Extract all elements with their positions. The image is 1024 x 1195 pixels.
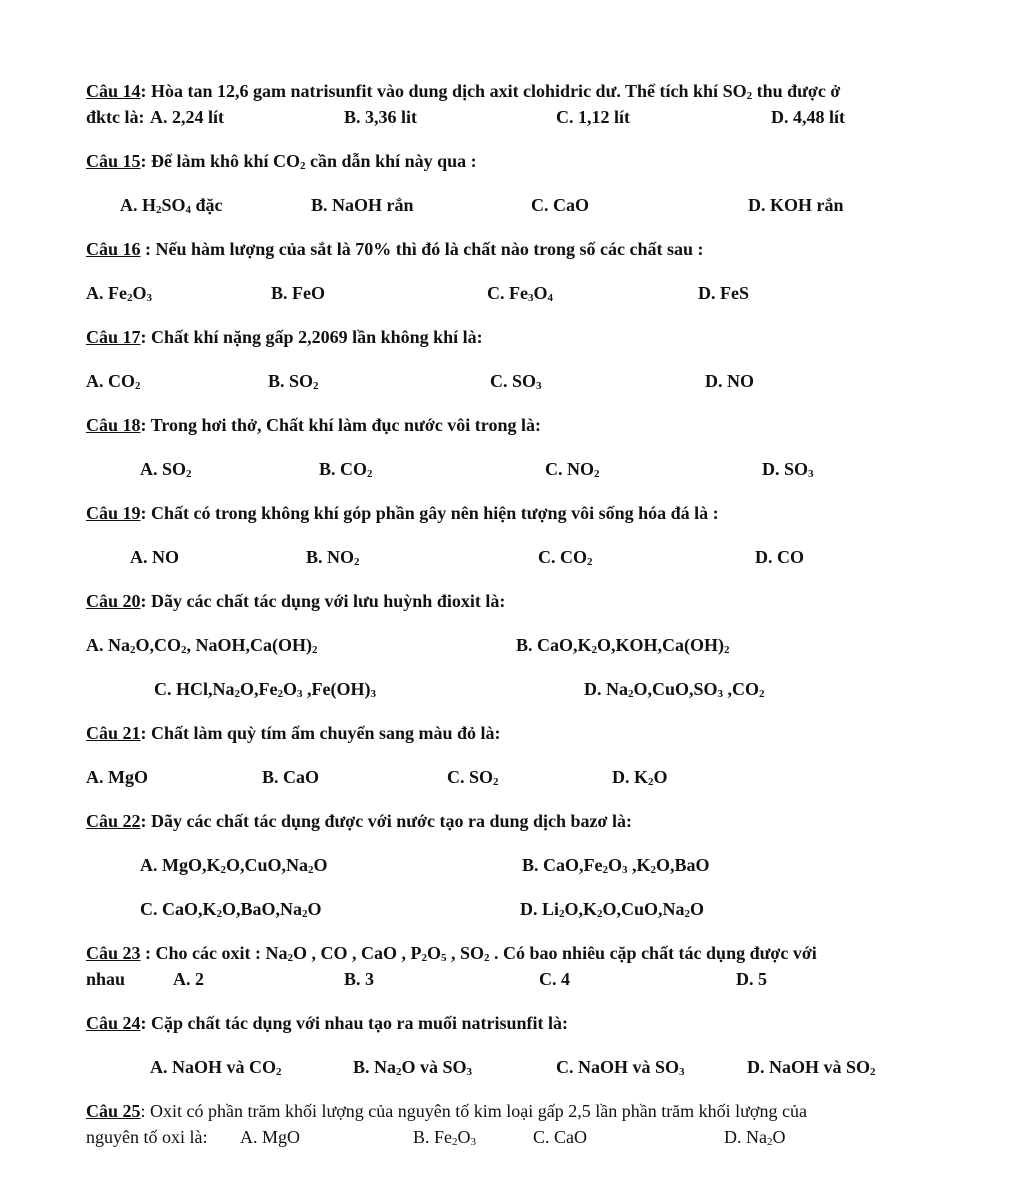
question-16: Câu 16 : Nếu hàm lượng của sắt là 70% thì đó là chất nào trong số các chất sau :	[86, 239, 704, 259]
question-23-options	[0, 966, 1024, 992]
option-c: C. CaO	[533, 1127, 587, 1147]
option-a: A. $Na_2O,CO_2$, $NaOH,Ca(OH)_2$	[86, 635, 318, 656]
option-c: C. $NO_2$	[545, 459, 600, 480]
question-14-stem: Câu 14: Hòa tan 12,6 gam natrisunfit vào dung dịch axit clohidric dư. Thể tích khí $SO_2$ thu được ở	[86, 81, 841, 102]
option-d: D. $SO_3$	[762, 459, 814, 480]
option-a: A. MgO	[86, 767, 148, 787]
question-number: Câu 23	[86, 943, 141, 963]
question-number: Câu 24	[86, 1013, 141, 1033]
question-number: Câu 25	[86, 1101, 141, 1121]
option-d: D. 4,48 lít	[771, 107, 845, 127]
question-25-options	[0, 1124, 1024, 1150]
option-b: B. NaOH rắn	[311, 195, 414, 215]
option-a: A. $H_2SO_4$ đặc	[120, 195, 223, 216]
question-24-options	[0, 1054, 1024, 1080]
option-a: A. 2	[173, 969, 204, 989]
question-23-stem-line2: nhau	[86, 969, 126, 989]
question-number: Câu 20	[86, 591, 141, 611]
question-20: Câu 20: Dãy các chất tác dụng với lưu huỳnh đioxit là:	[86, 591, 506, 611]
option-c: C. $SO_2$	[447, 767, 499, 788]
option-d: D. NO	[705, 371, 754, 391]
question-18-options	[0, 456, 1024, 482]
option-d: D. $Li_2O,K_2O,CuO,Na_2O$	[520, 899, 705, 920]
option-d: D. 5	[736, 969, 767, 989]
option-b: B. FeO	[271, 283, 325, 303]
question-21-options	[0, 764, 1024, 790]
question-16-options	[0, 280, 1024, 306]
option-b: B. $Na_2O$ và $SO_3$	[353, 1057, 473, 1078]
option-d: D. $K_2O$	[612, 767, 668, 788]
option-b: B. $CO_2$	[319, 459, 373, 480]
question-14-options	[0, 104, 1024, 130]
option-c: C. $CaO,K_2O,BaO,Na_2O$	[140, 899, 322, 920]
question-24: Câu 24: Cặp chất tác dụng với nhau tạo ra muối natrisunfit là:	[86, 1013, 569, 1033]
question-23	[86, 940, 946, 966]
option-a: A. $CO_2$	[86, 371, 141, 392]
option-a: A. $SO_2$	[140, 459, 192, 480]
question-15: Câu 15: Để làm khô khí $CO_2$ cần dẫn khí này qua :	[86, 151, 477, 172]
option-d: D. FeS	[698, 283, 749, 303]
question-number: Câu 18	[86, 415, 141, 435]
question-number: Câu 17	[86, 327, 141, 347]
option-a: A. $Fe_2O_3$	[86, 283, 152, 304]
option-c: C. $CO_2$	[538, 547, 593, 568]
question-14-stem-line2: đktc là:	[86, 107, 145, 127]
option-b: B. $NO_2$	[306, 547, 360, 568]
question-20-options-row2	[0, 676, 1024, 702]
option-a: A. MgO	[240, 1127, 301, 1147]
option-b: B. $CaO,Fe_2O_3$ $,K_2O,BaO$	[522, 855, 710, 876]
option-a: A. $MgO,K_2O,CuO,Na_2O$	[140, 855, 328, 876]
question-14	[86, 78, 946, 104]
question-23-stem: Câu 23 : Cho các oxit : $Na_2O$ , CO , CaO , $P_2O_5$ , $SO_2$ . Có bao nhiêu cặp chất tác dụng được với	[86, 943, 817, 964]
question-22-options-row2	[0, 896, 1024, 922]
question-21: Câu 21: Chất làm quỳ tím ẩm chuyển sang màu đỏ là:	[86, 723, 501, 743]
option-c: C. 4	[539, 969, 570, 989]
question-number: Câu 22	[86, 811, 141, 831]
option-d: D. $Na_2O,CuO,SO_3$ $,CO_2$	[584, 679, 765, 700]
question-22-options-row1	[0, 852, 1024, 878]
option-c: C. $HCl,Na_2O,Fe_2O_3$ $,Fe(OH)_3$	[154, 679, 376, 700]
option-d: D. NaOH và $SO_2$	[747, 1057, 876, 1078]
question-number: Câu 16	[86, 239, 141, 259]
question-18: Câu 18: Trong hơi thở, Chất khí làm đục nước vôi trong là:	[86, 415, 541, 435]
option-c: C. $SO_3$	[490, 371, 542, 392]
question-number: Câu 19	[86, 503, 141, 523]
question-15-options	[0, 192, 1024, 218]
option-b: B. $Fe_2O_3$	[413, 1127, 477, 1148]
question-17-options	[0, 368, 1024, 394]
option-c: C. NaOH và $SO_3$	[556, 1057, 685, 1078]
question-19-options	[0, 544, 1024, 570]
question-number: Câu 15	[86, 151, 141, 171]
question-20-options-row1	[0, 632, 1024, 658]
question-number: Câu 14	[86, 81, 141, 101]
option-a: A. NaOH và $CO_2$	[150, 1057, 282, 1078]
option-c: C. CaO	[531, 195, 589, 215]
question-25-stem-line2: nguyên tố oxi là:	[86, 1127, 208, 1147]
option-a: A. 2,24 lít	[150, 107, 224, 127]
option-b: B. CaO	[262, 767, 320, 787]
option-c: C. 1,12 lít	[556, 107, 630, 127]
option-b: B. 3,36 lit	[344, 107, 418, 127]
question-25-stem: Câu 25: Oxit có phần trăm khối lượng của nguyên tố kim loại gấp 2,5 lần phần trăm khối lượng của	[86, 1101, 807, 1121]
question-number: Câu 21	[86, 723, 141, 743]
question-17: Câu 17: Chất khí nặng gấp 2,2069 lần không khí là:	[86, 327, 483, 347]
option-d: D. CO	[755, 547, 804, 567]
option-b: B. $CaO,K_2O,KOH,Ca(OH)_2$	[516, 635, 730, 656]
question-25	[86, 1098, 946, 1124]
option-b: B. 3	[344, 969, 375, 989]
question-22: Câu 22: Dãy các chất tác dụng được với nước tạo ra dung dịch bazơ là:	[86, 811, 632, 831]
option-d: D. KOH rắn	[748, 195, 844, 215]
question-19: Câu 19: Chất có trong không khí góp phần gây nên hiện tượng vôi sống hóa đá là :	[86, 503, 719, 523]
option-c: C. $Fe_3O_4$	[487, 283, 553, 304]
option-b: B. $SO_2$	[268, 371, 319, 392]
option-a: A. NO	[130, 547, 179, 567]
option-d: D. $Na_2O$	[724, 1127, 786, 1148]
